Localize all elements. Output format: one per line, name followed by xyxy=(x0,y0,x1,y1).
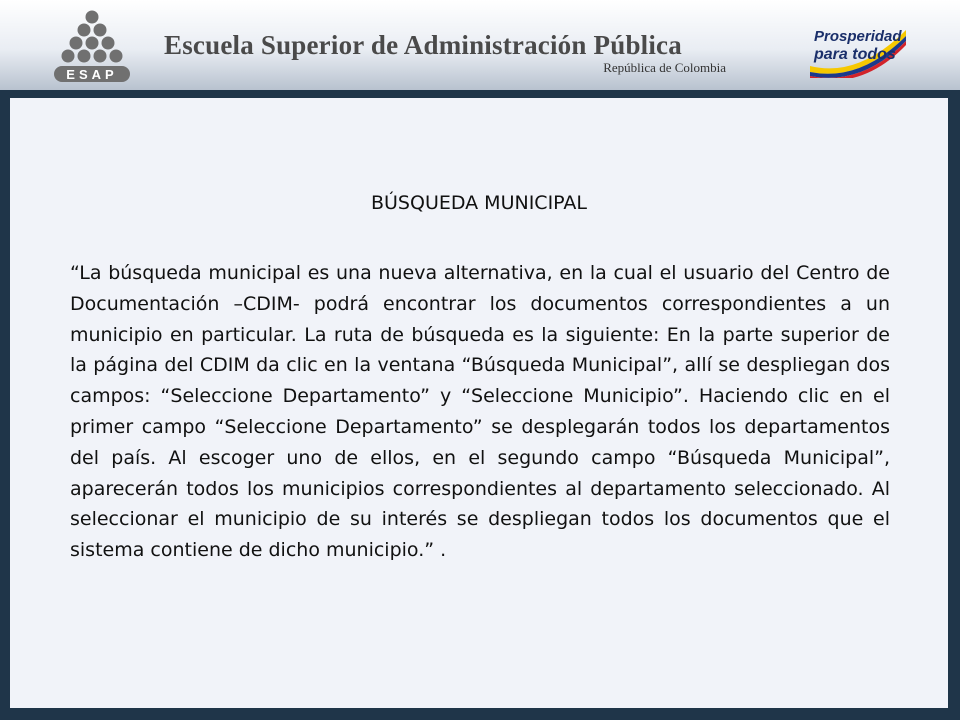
slide-frame xyxy=(0,90,960,720)
campaign-line-2: para todos xyxy=(814,46,896,63)
organization-title: Escuela Superior de Administración Pública xyxy=(164,30,682,60)
campaign-line-1: Prosperidad xyxy=(814,28,902,45)
esap-logo xyxy=(44,8,140,84)
slide-header xyxy=(0,0,960,90)
country-subtitle: República de Colombia xyxy=(603,60,726,75)
logo-text: ESAP xyxy=(66,67,118,82)
slide-body-text: “La búsqueda municipal es una nueva alternativa, en la cual el usuario del Centro de Documentación –CDIM- podrá encontrar los documentos correspondientes a un municipio en particular. La ruta de búsqueda es la siguiente: En la parte superior de la página del CDIM da clic en la ventana “Búsqueda Municipal”, allí se despliegan dos campos: “Seleccione Departamento” y “Seleccione Municipio”. Haciendo clic en el primer campo “Seleccione Departamento” se desplegarán todos los departamentos del país. Al escoger uno de ellos, en el segundo campo “Búsqueda Municipal”, aparecerán todos los municipios correspondientes al departamento seleccionado. Al seleccionar el municipio de su interés se despliegan todos los documentos que el sistema contiene de dicho municipio.” . xyxy=(70,262,890,562)
slide-title: BÚSQUEDA MUNICIPAL xyxy=(370,192,587,214)
content-panel xyxy=(10,98,948,708)
prosperidad-logo xyxy=(808,16,908,78)
